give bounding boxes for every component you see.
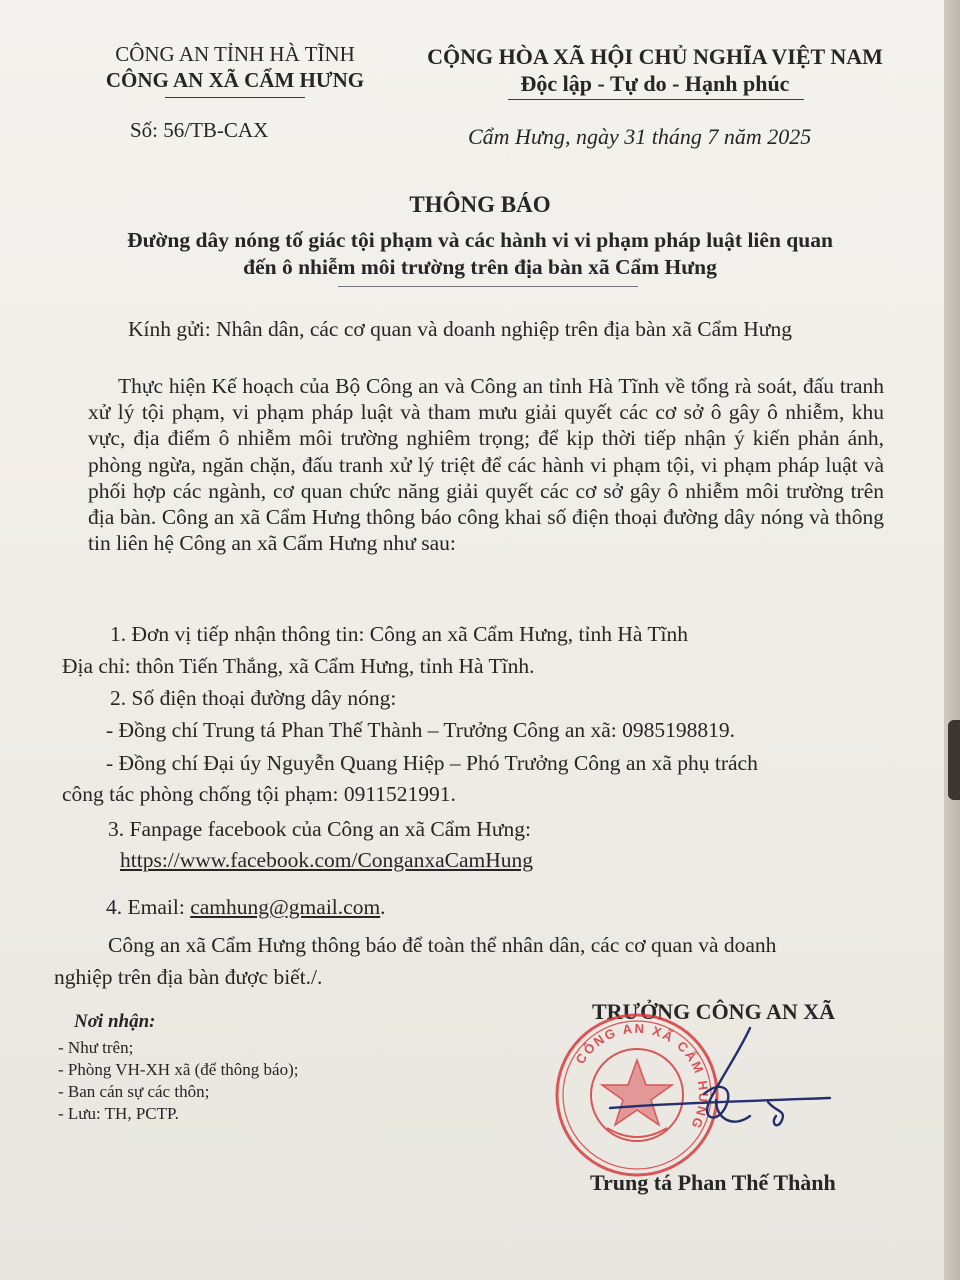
document-number: Số: 56/TB-CAX [130,118,269,142]
fanpage-link[interactable]: https://www.facebook.com/ConganxaCamHung [120,848,534,872]
document-subtitle-line-1: Đường dây nóng tố giác tội phạm và các hành vi vi phạm pháp luật liên quan [127,228,833,252]
signer-title: TRƯỞNG CÔNG AN XÃ [592,999,836,1024]
item-hotline-heading: 2. Số điện thoại đường dây nóng: [110,686,397,710]
title-underline [338,286,638,287]
closing-line-1: Công an xã Cẩm Hưng thông báo để toàn thể nhân dân, các cơ quan và doanh [108,933,777,957]
national-motto: Độc lập - Tự do - Hạnh phúc [520,71,790,96]
item-email [106,895,386,920]
country-name: CỘNG HÒA XÃ HỘI CHỦ NGHĨA VIỆT NAM [427,44,883,69]
recipients-item: - Lưu: TH, PCTP. [58,1104,179,1123]
hotline-contact-1: - Đồng chí Trung tá Phan Thế Thành – Trưởng Công an xã: 0985198819. [106,718,736,742]
email-end: . [380,895,386,919]
motto-underline [508,99,804,100]
email-link[interactable]: camhung@gmail.com [190,895,381,919]
issuing-authority: CÔNG AN XÃ CẨM HƯNG [105,68,365,92]
document-subtitle-line-2: đến ô nhiễm môi trường trên địa bàn xã Cẩm Hưng [243,255,717,279]
background-object [948,720,960,800]
recipients-item: - Phòng VH-XH xã (để thông báo); [58,1060,299,1079]
hotline-contact-2-line-2: công tác phòng chống tội phạm: 0911521991. [62,782,456,806]
recipients-item: - Ban cán sự các thôn; [58,1082,210,1101]
item-fanpage-heading: 3. Fanpage facebook của Công an xã Cẩm Hưng: [108,817,532,841]
handwritten-signature [600,1020,840,1150]
recipient-line: Kính gửi: Nhân dân, các cơ quan và doanh nghiệp trên địa bàn xã Cẩm Hưng [128,317,792,341]
hotline-contact-2-line-1: - Đồng chí Đại úy Nguyễn Quang Hiệp – Phó Trưởng Công an xã phụ trách [106,751,758,775]
seal-text: CÔNG AN XÃ CẨM HƯNG [572,1020,712,1133]
item-receiving-unit: 1. Đơn vị tiếp nhận thông tin: Công an xã Cẩm Hưng, tỉnh Hà Tĩnh [110,622,688,646]
recipients-heading: Nơi nhận: [74,1011,156,1032]
item-address: Địa chỉ: thôn Tiến Thắng, xã Cẩm Hưng, tỉnh Hà Tĩnh. [62,654,535,678]
closing-line-2: nghiệp trên địa bàn được biết./. [54,965,323,989]
issuing-authority-parent: CÔNG AN TỈNH HÀ TĨNH [115,42,355,66]
authority-underline [165,97,305,98]
email-label: 4. Email: [106,895,185,919]
document-title: THÔNG BÁO [409,192,551,217]
intro-paragraph-text: Thực hiện Kế hoạch của Bộ Công an và Công an tỉnh Hà Tĩnh về tổng rà soát, đấu tranh xử lý tội phạm, vi phạm pháp luật và tham mưu giải quyết các cơ sở ô gây ô nhiễm, khu vực, địa điểm ô nhiễm môi trường nghiêm trọng; để kịp thời tiếp nhận ý kiến phản ánh, phòng ngừa, ngăn chặn, đấu tranh xử lý triệt để các hành vi phạm tội, vi phạm pháp luật và phối hợp các ngành, cơ quan chức năng giải quyết các cơ sở gây ô nhiễm môi trường trên địa bàn. Công an xã Cẩm Hưng thông báo công khai số điện thoại đường dây nóng và thông tin liên hệ Công an xã Cẩm Hưng như sau: [88,374,884,556]
place-and-date: Cẩm Hưng, ngày 31 tháng 7 năm 2025 [468,124,812,149]
intro-paragraph [88,373,884,556]
recipients-item: - Như trên; [58,1038,134,1057]
signer-name: Trung tá Phan Thế Thành [590,1170,836,1195]
